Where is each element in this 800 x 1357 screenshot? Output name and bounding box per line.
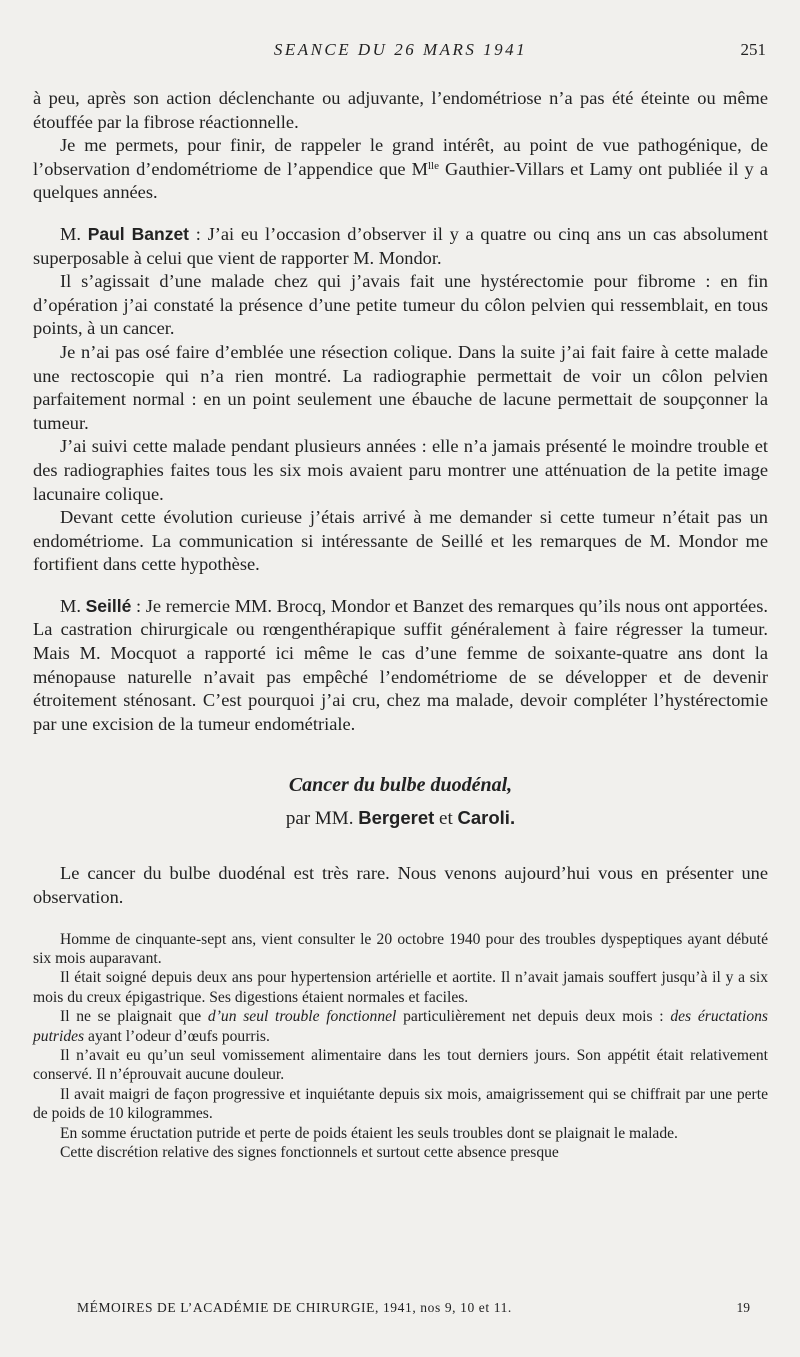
paragraph: à peu, après son action déclenchante ou adjuvante, l’endométriose n’a pas été éteinte ou même étouffée par la fibrose réactionnelle. [33,88,768,132]
speaker-name: Paul Banzet [87,223,190,244]
header-title: SEANCE DU 26 MARS 1941 [273,40,528,59]
footer-signature-number: 19 [736,1300,750,1315]
paragraph: Homme de cinquante-sept ans, vient consulter le 20 octobre 1940 pour des troubles dyspeptiques ayant débuté six mois auparavant. [33,930,768,968]
footer-citation: MÉMOIRES DE L’ACADÉMIE DE CHIRURGIE, 1941, nos 9, 10 et 11. [77,1300,512,1315]
paragraph: Je me permets, pour finir, de rappeler le grand intérêt, au point de vue pathogénique, de l’observation d’endométriome de l’appendice que $M^{lle}$ Gauthier-Villars et Lamy ont publiée il y a quelques années. [33,135,768,203]
seille-intervention: M. Seillé : Je remercie MM. Brocq, Mondor et Banzet des remarques qu’ils nous ont apportées. La castration chirurgicale ou rœngenthérapique suffit généralement à faire régresser la tumeur. Mais M. Mocquot a rapporté ici même le cas d’une femme de soixante-quatre ans dont la ménopause naturelle n’avait pas empêché l’endométriome de se développer et de devenir étroitement sténosant. C’est pourquoi j’ai cru, chez ma malade, devoir compléter l’hystérectomie par une excision de la tumeur endométriale. [33,595,768,734]
paragraph: J’ai suivi cette malade pendant plusieurs années : elle n’a jamais présenté le moindre trouble et des radiographies faites tous les six mois avaient paru montrer une atténuation de la petite image lacunaire colique. [33,436,768,504]
paragraph: Je n’ai pas osé faire d’emblée une résection colique. Dans la suite j’ai fait faire à cette malade une rectoscopie qui n’a rien montré. La radiographie permettait de voir un côlon pelvien parfaitement normal : en un point seulement une ébauche de lacune permettait de soupçonner la tumeur. [33,341,768,433]
page-body [33,87,768,1163]
article-title: Cancer du bulbe duodénal, [288,774,513,797]
paragraph: Il ne se plaignait que d’un seul trouble fonctionnel particulièrement net depuis deux mois : des éructations putrides ayant l’odeur d’œufs pourris. [33,1008,768,1045]
paragraph: Il était soigné depuis deux ans pour hypertension artérielle et aortite. Il n’avait jamais souffert jusqu’à il y a six mois du creux épigastrique. Ses digestions étaient normales et faciles. [33,969,768,1006]
paragraph: Il s’agissait d’une malade chez qui j’avais fait une hystérectomie pour fibrome : en fin d’opération j’ai constaté la présence d’une petite tumeur du côlon pelvien qui ressemblait, en tous points, à un cancer. [33,271,768,339]
paragraph: Cette discrétion relative des signes fonctionnels et surtout cette absence presque [60,1144,559,1162]
paragraph: Il avait maigri de façon progressive et inquiétante depuis six mois, amaigrissement qui se chiffrait par une perte de poids de 10 kilogrammes. [33,1085,768,1123]
paragraph: Devant cette évolution curieuse j’étais arrivé à me demander si cette tumeur n’était pas un endométriome. La communication si intéressante de Seillé et les remarques de M. Mondor me fortifient dans cette hypothèse. [33,507,768,575]
author-name: Caroli. [457,807,516,829]
page-number: 251 [740,40,766,59]
article-intro [33,862,768,909]
banzet-intervention: M. Paul Banzet : J’ai eu l’occasion d’observer il y a quatre ou cinq ans un cas absolument superposable à celui que vient de rapporter M. Mondor. [33,223,768,268]
paragraph: Il n’avait eu qu’un seul vomissement alimentaire dans les tout derniers jours. Son appétit était relativement conservé. Il n’éprouvait aucune douleur. [33,1047,768,1084]
article-authors: par MM. Bergeret et Caroli. [285,807,516,830]
discussion-section [33,87,768,736]
paragraph: En somme éructation putride et perte de poids étaient les seuls troubles dont se plaignait le malade. [60,1124,678,1142]
superscript: lle [427,159,439,172]
case-report [33,930,768,1163]
paragraph: Le cancer du bulbe duodénal est très rare. Nous venons aujourd’hui vous en présenter une observation. [33,863,768,908]
running-header [33,40,768,64]
author-name: Bergeret [358,807,435,829]
speaker-name: Seillé [85,595,132,616]
